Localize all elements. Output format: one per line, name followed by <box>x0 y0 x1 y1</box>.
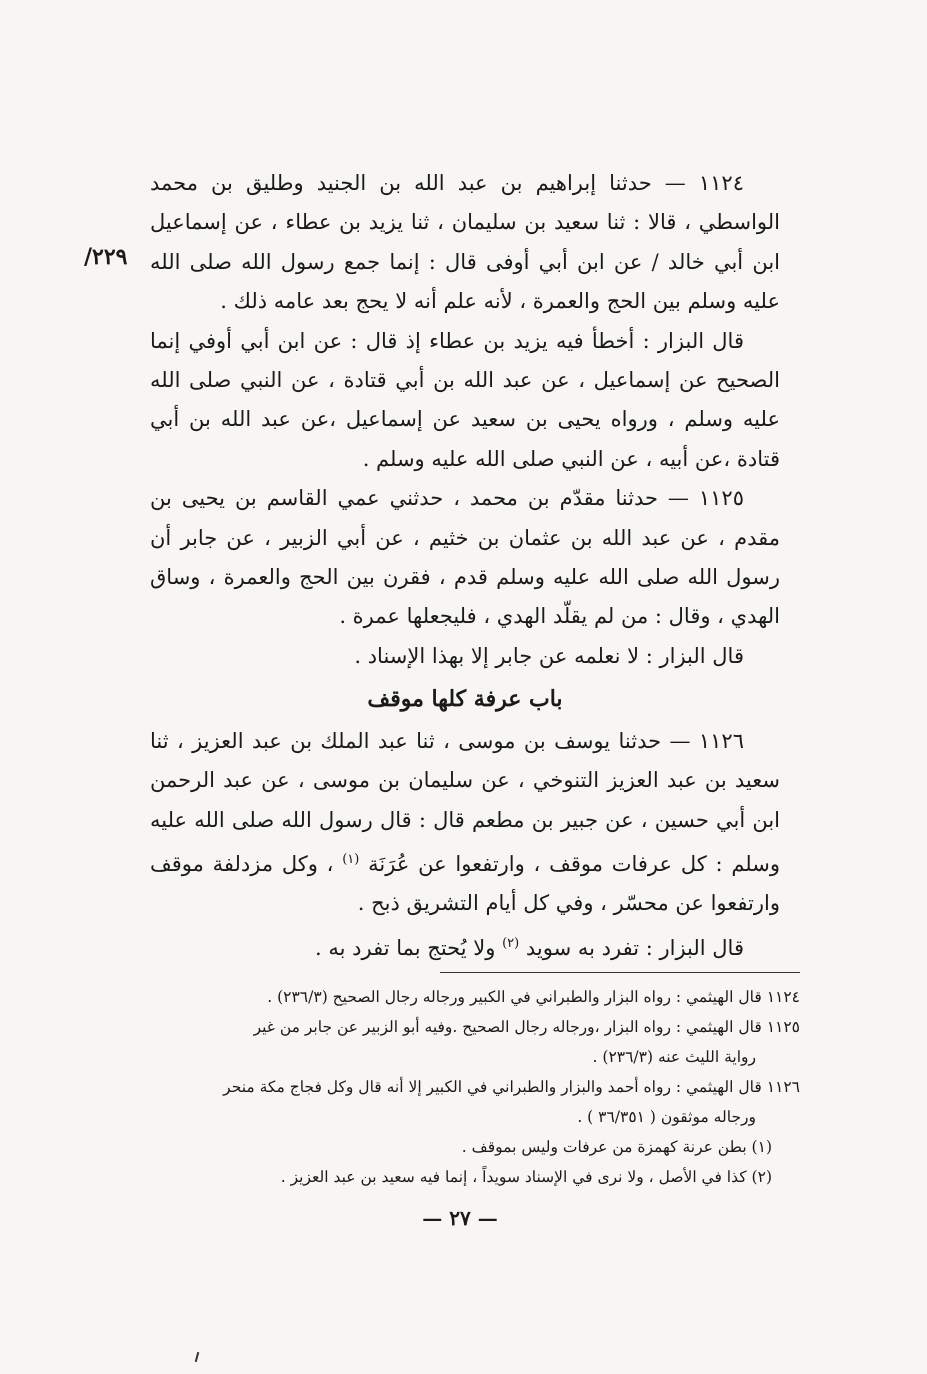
main-text <box>150 164 780 968</box>
hadith-1126 <box>150 722 780 924</box>
footnote-number: ١١٢٥ <box>766 1018 800 1036</box>
page-number: — ٢٧ — <box>422 1206 498 1230</box>
footnote-number: ١١٢٦ <box>766 1078 800 1096</box>
footnote-text-cont: ورجاله موثقون ( ٣٦/٣٥١ ) . <box>577 1108 756 1126</box>
hadith-1124: ١١٢٤ — حدثنا إبراهيم بن عبد الله بن الجنيد وطليق بن محمد الواسطي ، قالا : ثنا سعيد بن سليمان ، ثنا يزيد بن عطاء ، عن إسماعيل ابن أبي خالد / عن ابن أبي أوفى قال : إنما جمع رسول الله صلى الله عليه وسلم بين الحج والعمرة ، لأنه علم أنه لا يحج بعد عامه ذلك . <box>150 171 780 314</box>
footnote-mark-2: (٢) <box>502 935 520 951</box>
hadith-1125: ١١٢٥ — حدثنا مقدّم بن محمد ، حدثني عمي القاسم بن يحيى بن مقدم ، عن عبد الله بن عثمان بن خثيم ، عن أبي الزبير ، عن جابر أن رسول الله صلى الله عليه وسلم قدم ، فقرن بين الحج والعمرة ، وساق الهدي ، وقال : من لم يقلّد الهدي ، فليجعلها عمرة . <box>150 486 780 629</box>
footnote-1126 <box>150 1072 800 1132</box>
footnotes <box>150 982 800 1192</box>
hadith-1126-text-end: ، وكل مزدلفة موقف وارتفعوا عن محسّر ، وفي كل أيام التشريق ذبح . <box>150 851 780 916</box>
footnote-text: قال الهيثمي : رواه أحمد والبزار والطبراني في الكبير إلا أنه قال وكل فجاج مكة منحر <box>223 1078 762 1096</box>
hadith-1126-comment <box>150 924 780 968</box>
note-1: (١) بطن عرنة كهمزة من عرفات وليس بموقف . <box>461 1138 772 1156</box>
footnote-mark-1: (١) <box>342 851 360 867</box>
hadith-1124-comment: قال البزار : أخطأ فيه يزيد بن عطاء إذ قال : عن ابن أبي أوفي إنما الصحيح عن إسماعيل ، عن عبد الله بن أبي قتادة ، عن النبي صلى الله عليه وسلم ، ورواه يحيى بن سعيد عن إسماعيل ،عن عبد الله بن أبي قتادة ،عن أبيه ، عن النبي صلى الله عليه وسلم . <box>150 328 780 471</box>
footnote-divider <box>440 972 800 973</box>
hadith-1125-comment: قال البزار : لا نعلمه عن جابر إلا بهذا الإسناد . <box>354 643 744 668</box>
footnote-text: قال الهيثمي : رواه البزار ،ورجاله رجال الصحيح .وفيه أبو الزبير عن جابر من غير <box>253 1018 762 1036</box>
comment-start: قال البزار : تفرد به سويد <box>525 935 744 960</box>
margin-reference: ٢٢٩/ <box>84 244 128 270</box>
scan-mark <box>195 1352 200 1362</box>
note-2: (٢) كذا في الأصل ، ولا نرى في الإسناد سويداً ، إنما فيه سعيد بن عبد العزيز . <box>280 1168 772 1186</box>
footnote-1125 <box>150 1012 800 1072</box>
footnote-1124 <box>150 982 800 1012</box>
footnote-number: ١١٢٤ <box>766 988 800 1006</box>
footnote-text-cont: رواية الليث عنه (٢٣٦/٣) . <box>592 1048 756 1066</box>
hadith-1126-text: ١١٢٦ — حدثنا يوسف بن موسى ، ثنا عبد الملك بن عبد العزيز ، ثنا سعيد بن عبد العزيز التنوخي ، عن سليمان بن موسى ، عن عبد الرحمن ابن أبي حسين ، عن جبير بن مطعم قال : قال رسول الله صلى الله عليه وسلم : كل عرفات موقف ، وارتفعوا عن عُرَنَة <box>150 728 780 876</box>
comment-end: ولا يُحتج بما تفرد به . <box>315 935 496 960</box>
footnote-text: قال الهيثمي : رواه البزار والطبراني في الكبير ورجاله رجال الصحيح (٢٣٦/٣) . <box>267 988 762 1006</box>
section-heading: باب عرفة كلها موقف <box>367 686 563 713</box>
